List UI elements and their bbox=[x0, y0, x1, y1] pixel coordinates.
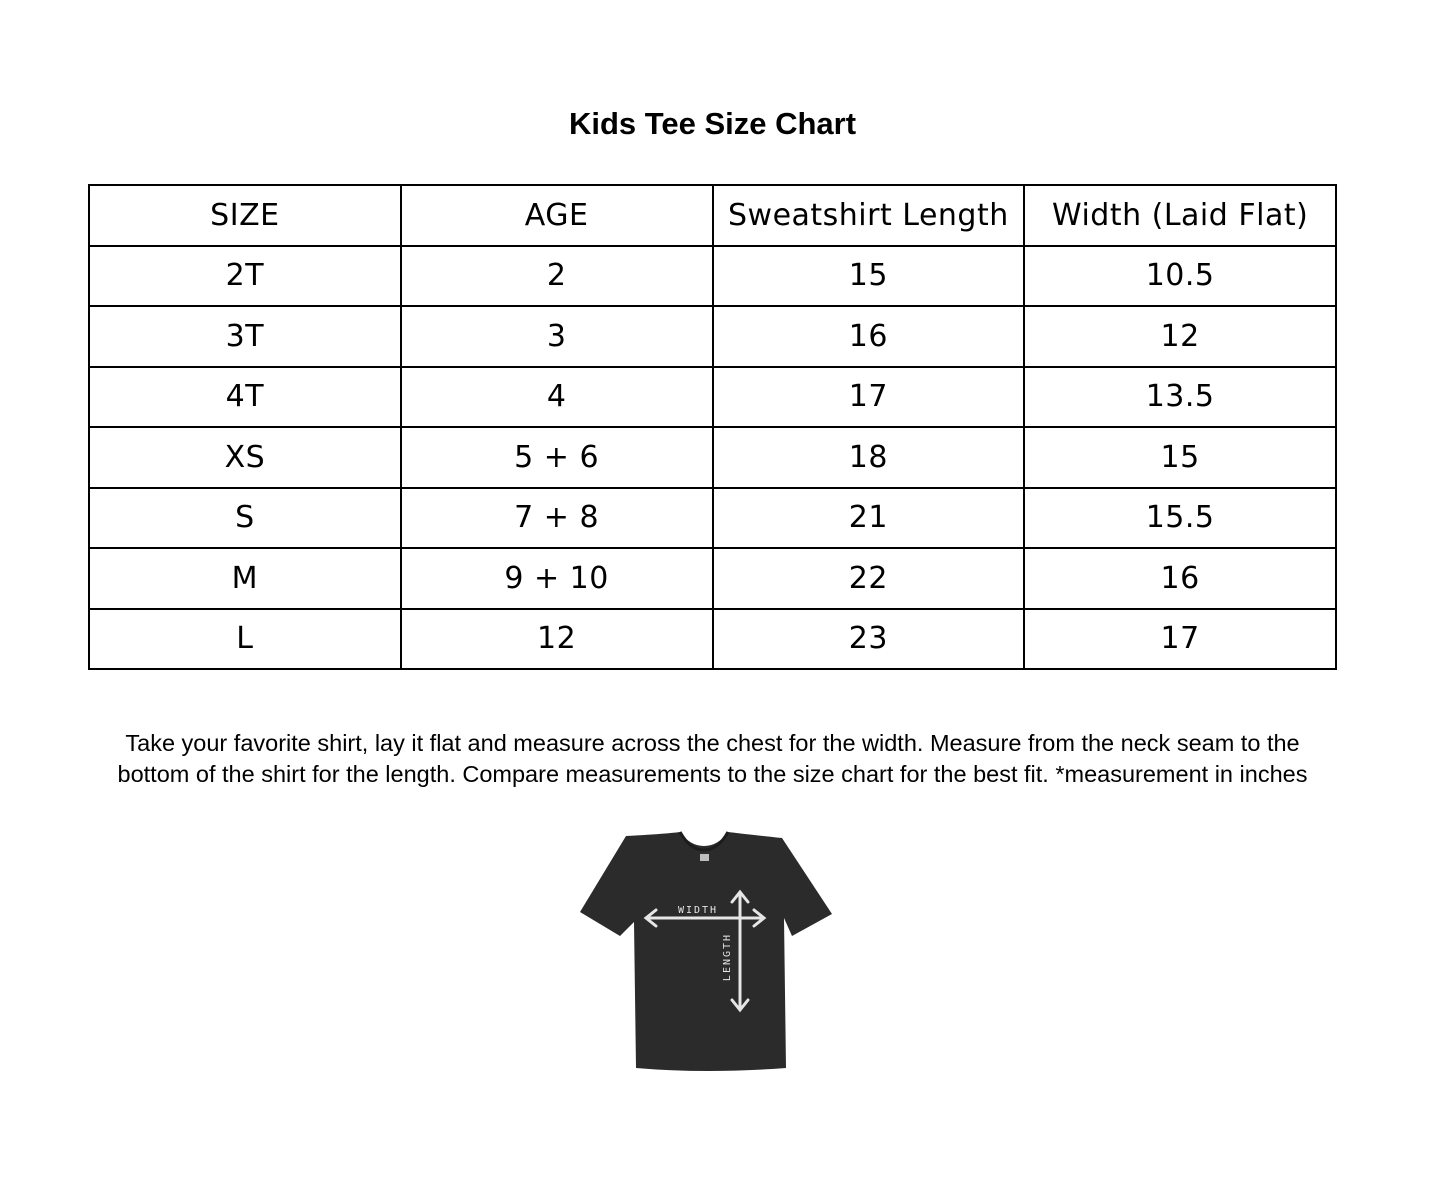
table-row bbox=[89, 609, 1336, 670]
cell-size: 2T bbox=[89, 246, 401, 307]
cell-length: 22 bbox=[713, 548, 1025, 609]
cell-size: L bbox=[89, 609, 401, 670]
cell-age: 2 bbox=[401, 246, 713, 307]
cell-width: 13.5 bbox=[1024, 367, 1336, 428]
cell-length: 21 bbox=[713, 488, 1025, 549]
table-row bbox=[89, 306, 1336, 367]
cell-size: XS bbox=[89, 427, 401, 488]
width-label: WIDTH bbox=[677, 905, 719, 916]
cell-age: 3 bbox=[401, 306, 713, 367]
cell-length: 17 bbox=[713, 367, 1025, 428]
cell-size: 3T bbox=[89, 306, 401, 367]
column-header-age: AGE bbox=[401, 185, 713, 246]
cell-length: 15 bbox=[713, 246, 1025, 307]
cell-width: 12 bbox=[1024, 306, 1336, 367]
cell-width: 15 bbox=[1024, 427, 1336, 488]
column-header-width: Width (Laid Flat) bbox=[1024, 185, 1336, 246]
cell-length: 18 bbox=[713, 427, 1025, 488]
cell-length: 16 bbox=[713, 306, 1025, 367]
cell-size: S bbox=[89, 488, 401, 549]
table-row bbox=[89, 488, 1336, 549]
column-header-size: SIZE bbox=[89, 185, 401, 246]
page-title: Kids Tee Size Chart bbox=[568, 106, 857, 141]
cell-age: 4 bbox=[401, 367, 713, 428]
cell-width: 17 bbox=[1024, 609, 1336, 670]
table-row bbox=[89, 246, 1336, 307]
cell-width: 15.5 bbox=[1024, 488, 1336, 549]
cell-size: 4T bbox=[89, 367, 401, 428]
size-chart-table bbox=[88, 184, 1337, 670]
cell-size: M bbox=[89, 548, 401, 609]
cell-width: 10.5 bbox=[1024, 246, 1336, 307]
tag-shape bbox=[700, 854, 709, 861]
tshirt-measurement-diagram bbox=[570, 822, 842, 1094]
cell-age: 12 bbox=[401, 609, 713, 670]
cell-length: 23 bbox=[713, 609, 1025, 670]
tshirt-illustration bbox=[570, 822, 842, 1094]
cell-width: 16 bbox=[1024, 548, 1336, 609]
table-row bbox=[89, 367, 1336, 428]
cell-age: 5 + 6 bbox=[401, 427, 713, 488]
cell-age: 9 + 10 bbox=[401, 548, 713, 609]
column-header-length: Sweatshirt Length bbox=[713, 185, 1025, 246]
table-row bbox=[89, 548, 1336, 609]
length-label: LENGTH bbox=[722, 932, 733, 982]
instructions-line: bottom of the shirt for the length. Compare measurements to the size chart for the best fit. *measurement in inches bbox=[117, 761, 1308, 787]
table-header-row bbox=[89, 185, 1336, 246]
table-row bbox=[89, 427, 1336, 488]
measuring-instructions bbox=[60, 728, 1365, 790]
instructions-line: Take your favorite shirt, lay it flat and measure across the chest for the width. Measure from the neck seam to the bbox=[125, 730, 1300, 756]
cell-age: 7 + 8 bbox=[401, 488, 713, 549]
tshirt-shape bbox=[580, 832, 832, 1071]
